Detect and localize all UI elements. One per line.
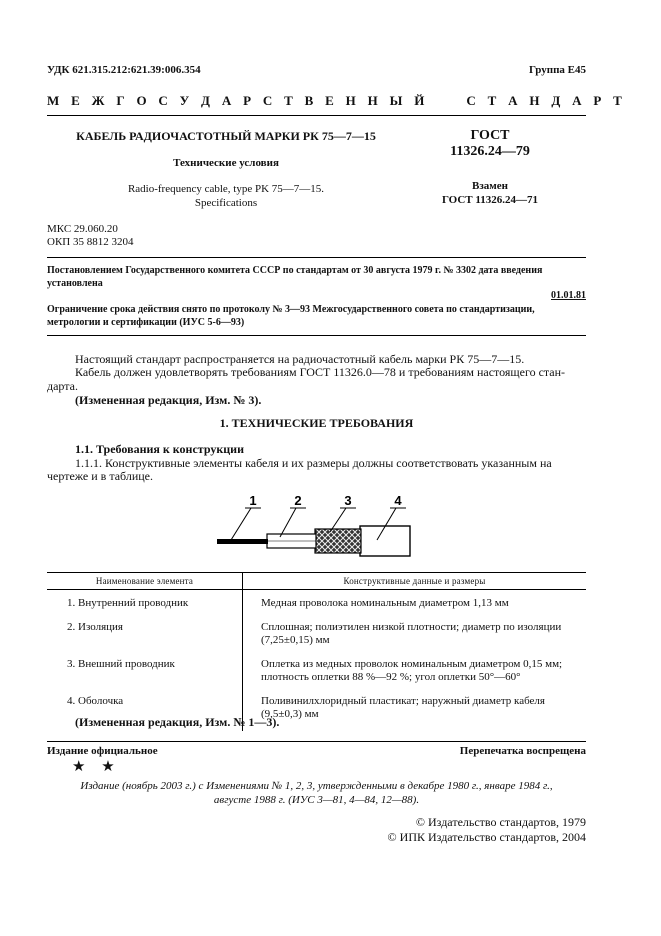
table-cell-element: 1. Внутренний проводник <box>47 590 243 615</box>
replaces-label: Взамен <box>472 180 508 192</box>
table-row <box>47 590 586 615</box>
table-cell-data-line2: (9,5±0,3) мм <box>261 708 319 720</box>
table-header-element: Наименование элемента <box>47 573 243 590</box>
table-cell-data <box>243 614 587 651</box>
okp-code: ОКП 35 8812 3204 <box>47 236 134 248</box>
cable-jacket-shape <box>360 526 410 556</box>
table-header-row <box>47 573 586 590</box>
copyright-2004: © ИПК Издательство стандартов, 2004 <box>387 830 586 844</box>
table-cell-data-line2: плотность оплетки 88 %—92 %; угол оплетки 50°—60° <box>261 671 521 683</box>
table-header-data: Конструктивные данные и размеры <box>243 573 587 590</box>
table-cell-element: 4. Оболочка <box>47 688 243 731</box>
table-cell-data-line2: (7,25±0,15) мм <box>261 634 330 646</box>
construction-table <box>47 572 586 731</box>
gost-number: 11326.24—79 <box>450 144 530 159</box>
resolution-line2: установлена <box>47 278 103 289</box>
cable-conductor-shape <box>217 539 268 544</box>
table-cell-data <box>243 590 587 615</box>
document-subtitle: Технические условия <box>173 157 279 169</box>
gost-label: ГОСТ <box>470 128 510 143</box>
codes-divider <box>47 257 586 258</box>
header-divider <box>47 115 586 116</box>
section-heading: 1. ТЕХНИЧЕСКИЕ ТРЕБОВАНИЯ <box>219 416 414 430</box>
table-row <box>47 651 586 688</box>
table-row <box>47 614 586 651</box>
figure-label-3: 3 <box>344 493 352 508</box>
replaced-standard: ГОСТ 11326.24—71 <box>441 194 539 206</box>
stars-mark: ★ ★ <box>72 759 121 775</box>
intro-amendment: (Измененная редакция, Изм. № 3). <box>75 393 262 407</box>
limitation-line1: Ограничение срока действия снято по протоколу № 3—93 Межгосударственного совета по стандартизации, <box>47 304 535 315</box>
document-title: КАБЕЛЬ РАДИОЧАСТОТНЫЙ МАРКИ РК 75—7—15 <box>76 129 376 143</box>
table-cell-data <box>243 688 587 731</box>
table-cell-data-line1: Медная проволока номинальным диаметром 1,13 мм <box>261 597 509 609</box>
resolution-line1: Постановлением Государственного комитета СССР по стандартам от 30 августа 1979 г. № 3302 дата введения <box>47 265 543 276</box>
cable-cross-section-drawing <box>205 490 425 562</box>
table-cell-data-line1: Поливинилхлоридный пластикат; наружный диаметр кабеля <box>261 695 545 707</box>
english-title-line2: Specifications <box>194 197 258 209</box>
official-edition: Издание официальное <box>47 745 158 757</box>
footer-divider <box>47 741 586 742</box>
table-cell-data <box>243 651 587 688</box>
group-code: Группа Е45 <box>528 64 586 76</box>
figure-label-4: 4 <box>394 493 402 508</box>
interstate-standard-banner: М Е Ж Г О С У Д А Р С Т В Е Н Н Ы Й С Т А Н Д А Р Т <box>47 93 627 108</box>
table-cell-data-line1: Сплошная; полиэтилен низкой плотности; диаметр по изоляции <box>261 621 562 633</box>
reprint-prohibited: Перепечатка воспрещена <box>459 745 586 757</box>
figure-label-2: 2 <box>294 493 302 508</box>
edition-note-line2: августе 1988 г. (ИУС 3—81, 4—84, 12—88). <box>213 794 420 806</box>
figure-label-1: 1 <box>249 493 257 508</box>
intro-paragraph-1: Настоящий стандарт распространяется на радиочастотный кабель марки РК 75—7—15. <box>75 352 525 366</box>
clause-line1: 1.1.1. Конструктивные элементы кабеля и их размеры должны соответствовать указанным на <box>75 456 552 470</box>
table-cell-data-line1: Оплетка из медных проволок номинальным диаметром 0,15 мм; <box>261 658 563 670</box>
subsection-heading: 1.1. Требования к конструкции <box>75 442 245 456</box>
resolution-divider <box>47 335 586 336</box>
limitation-line2: метрологии и сертификации (ИУС 5-6—93) <box>47 317 245 328</box>
copyright-1979: © Издательство стандартов, 1979 <box>415 815 586 829</box>
english-title-line1: Radio-frequency cable, type PK 75—7—15. <box>127 183 325 195</box>
intro-paragraph-2-line2: дарта. <box>47 379 78 393</box>
table-cell-element: 2. Изоляция <box>47 614 243 651</box>
udk-code: УДК 621.315.212:621.39:006.354 <box>47 64 201 76</box>
table-cell-element: 3. Внешний проводник <box>47 651 243 688</box>
cable-braid-shape <box>315 529 361 553</box>
table-amendment: (Измененная редакция, Изм. № 1—3). <box>75 715 280 729</box>
edition-note-line1: Издание (ноябрь 2003 г.) с Изменениями № 1, 2, 3, утвержденными в декабре 1980 г., январе 1984 г., <box>80 780 553 792</box>
intro-paragraph-2-line1: Кабель должен удовлетворять требованиям ГОСТ 11326.0—78 и требованиям настоящего стан- <box>75 365 566 379</box>
clause-line2: чертеже и в таблице. <box>47 469 154 483</box>
effective-date: 01.01.81 <box>551 290 586 301</box>
mks-code: МКС 29.060.20 <box>47 223 118 235</box>
